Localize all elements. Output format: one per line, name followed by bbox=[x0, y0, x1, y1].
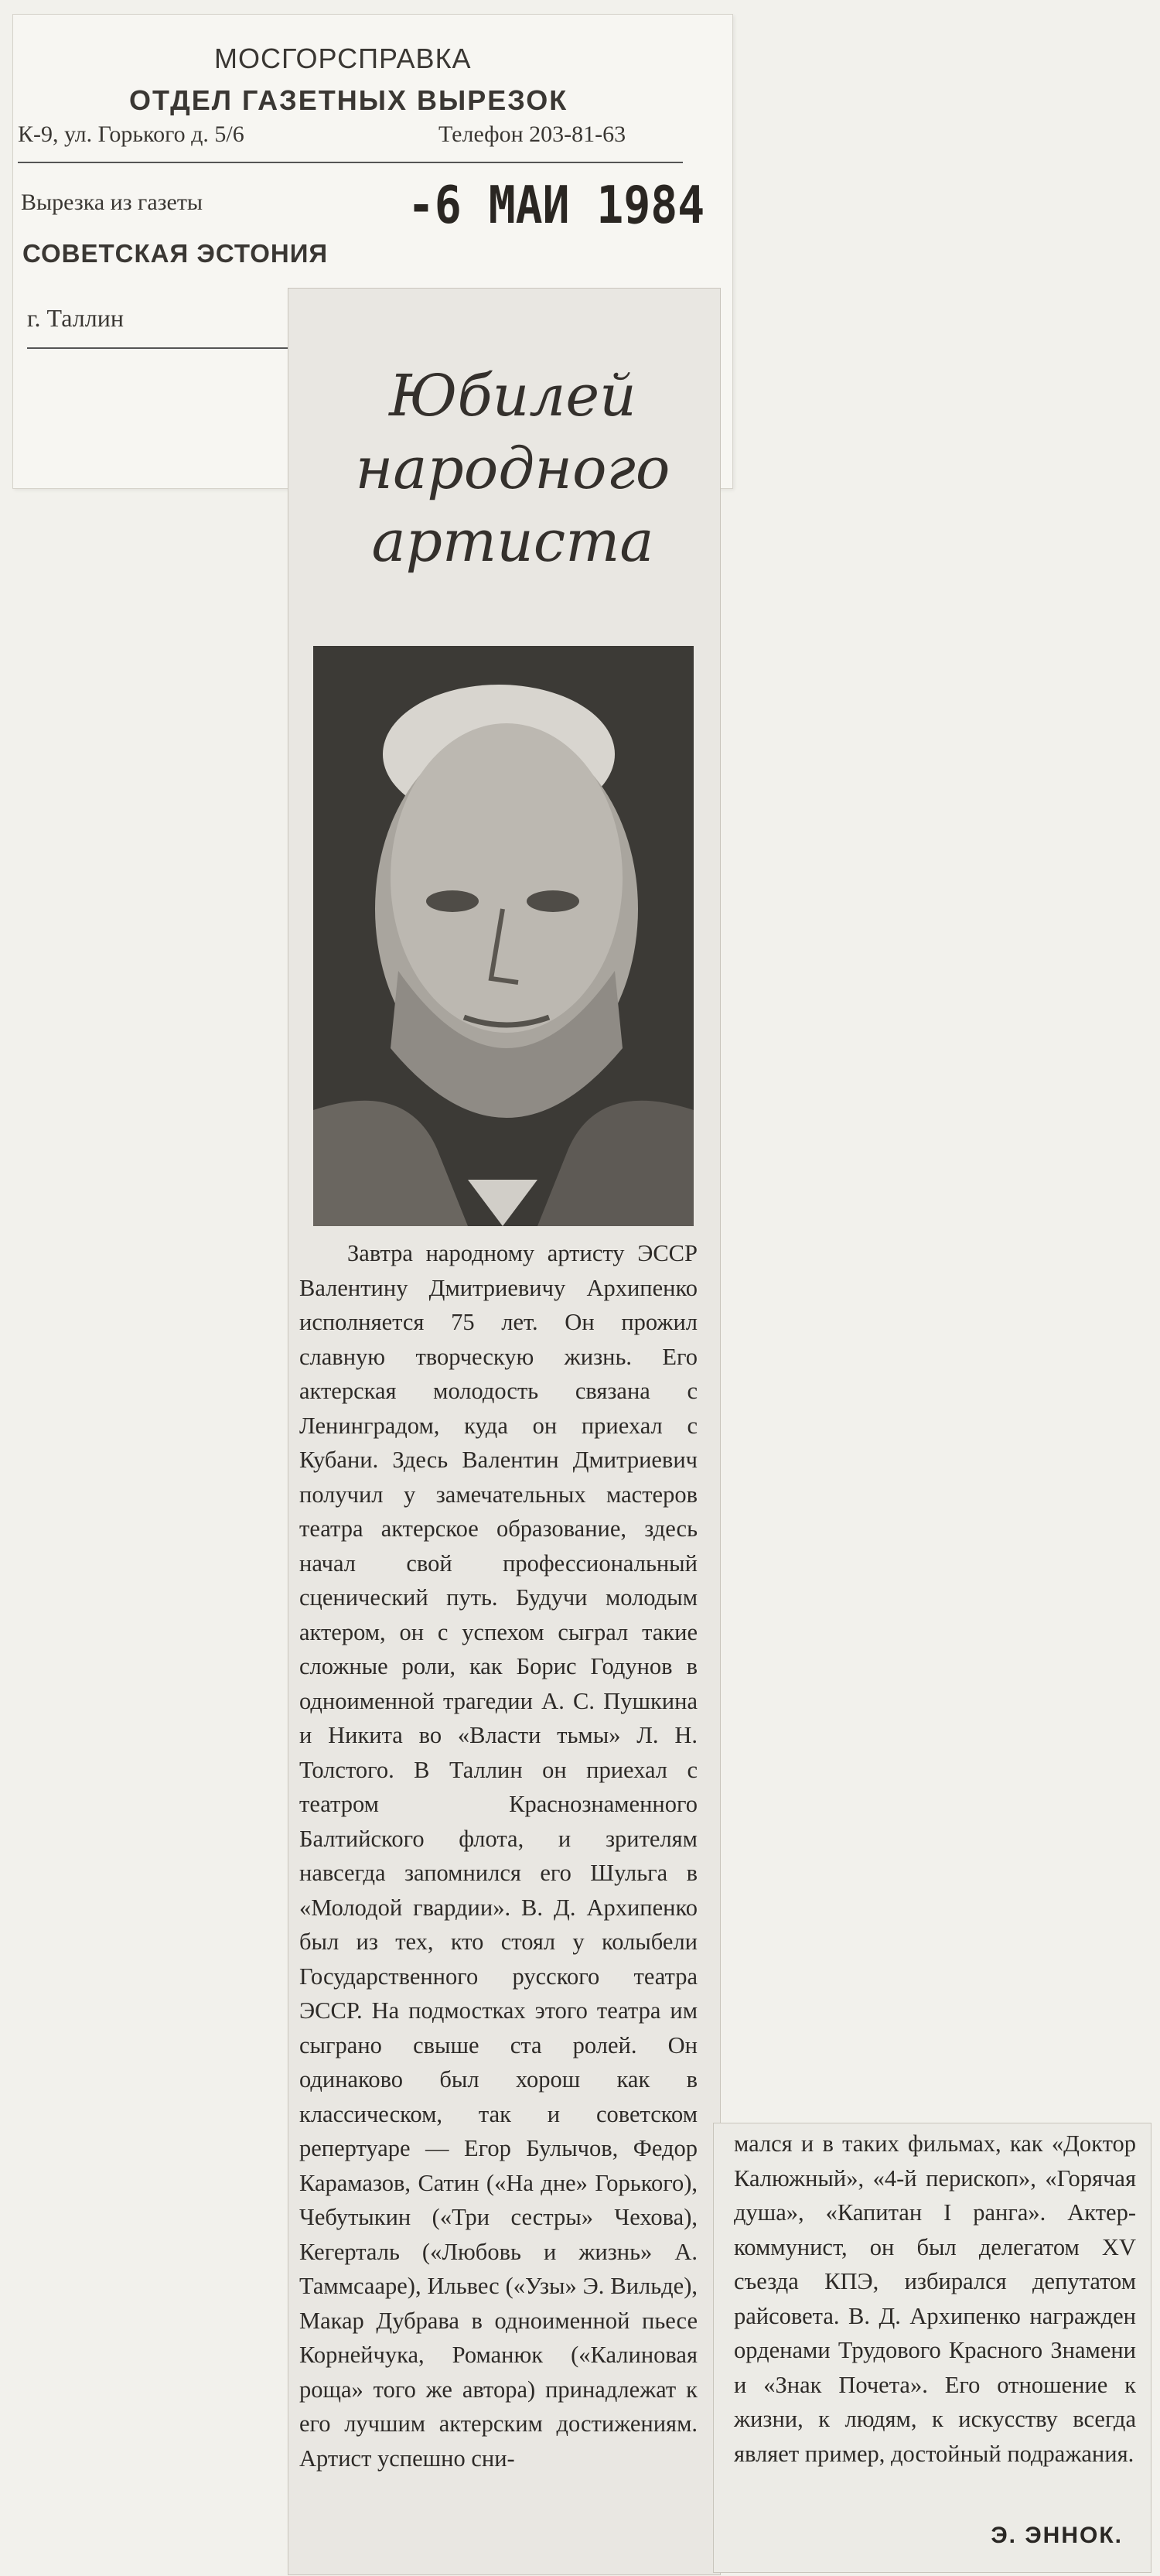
article-column bbox=[288, 288, 721, 2575]
article-continuation bbox=[713, 2123, 1151, 2573]
article-body-column-1: Завтра народному артисту ЭССР Валентину Дмитриевичу Архипенко исполняется 75 лет. Он прожил славную творческую жизнь. Его актерская молодость связана с Ленинградом, куда он приехал с Кубани. Здесь Валентин Дмитриевич получил у замечательных мастеров театра актерское образование, здесь начал свой профессиональный сценический путь. Будучи молодым актером, он с успехом сыграл такие сложные роли, как Борис Годунов в одноименной трагедии А. С. Пушкина и Никита во «Власти тьмы» Л. Н. Толстого. В Таллин он приехал с театром Краснознаменного Балтийского флота, и зрителям навсегда запомнился его Шульга в «Молодой гвардии». В. Д. Архипенко был из тех, кто стоял у колыбели Государственного русского театра ЭССР. На подмостках этого театра им сыграно свыше ста ролей. Он одинаково был хорош как в классическом, так и советском репертуаре — Егор Булычов, Федор Карамазов, Сатин («На дне» Горького), Чебутыкин («Три сестры» Чехова), Кегерталь («Любовь и жизнь» А. Таммсааре), Ильвес («Узы» Э. Вильде), Макар Дубрава в одноименной пьесе Корнейчука, Романюк («Калиновая роща» того же автора) принадлежат к его лучшим актерским достижениям. Артист успешно сни- bbox=[299, 1240, 698, 2472]
city: г. Таллин bbox=[27, 304, 124, 332]
newspaper-name: СОВЕТСКАЯ ЭСТОНИЯ bbox=[22, 239, 329, 268]
clip-from-label: Вырезка из газеты bbox=[21, 190, 203, 215]
portrait-photo bbox=[313, 646, 694, 1226]
date-stamp: -6 МАИ 1984 bbox=[408, 174, 705, 236]
department-name: ОТДЕЛ ГАЗЕТНЫХ ВЫРЕЗОК bbox=[129, 84, 568, 116]
address: К-9, ул. Горького д. 5/6 bbox=[18, 121, 244, 147]
article-body-column-2: мался и в таких фильмах, как «Доктор Калюжный», «4-й перископ», «Горячая душа», «Капитан I ранга». Актер-коммунист, он был делегатом XV съезда КПЭ, избирался депутатом райсовета. В. Д. Архипенко награжден орденами Трудового Красного Знамени и «Знак Почета». Его отношение к жизни, к людям, к искусству всегда являет пример, достойный подражания. bbox=[734, 2130, 1136, 2467]
author-signature: Э. ЭННОК. bbox=[991, 2523, 1123, 2548]
phone: Телефон 203-81-63 bbox=[438, 121, 626, 147]
divider bbox=[27, 347, 305, 349]
org-name: МОСГОРСПРАВКА bbox=[214, 43, 472, 74]
divider bbox=[18, 162, 683, 163]
article-headline: Юбилей народного артиста bbox=[355, 363, 670, 575]
